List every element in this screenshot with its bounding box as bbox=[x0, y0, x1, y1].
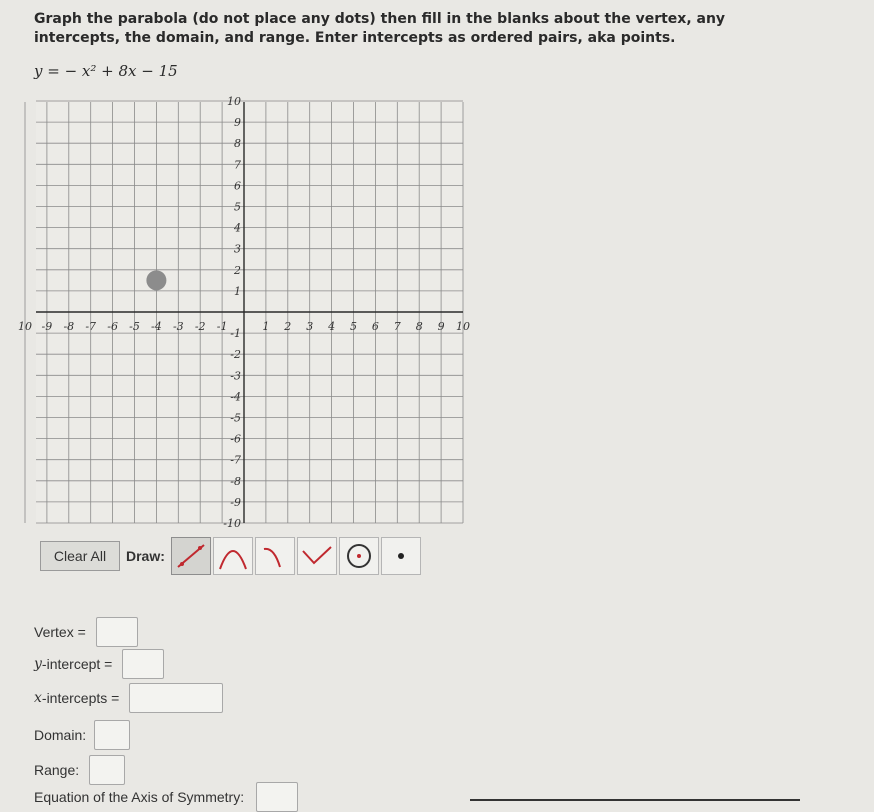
range-input[interactable] bbox=[89, 755, 125, 785]
absolute-value-tool-button[interactable] bbox=[297, 537, 337, 575]
x-tick-label: 7 bbox=[393, 320, 401, 333]
domain-row bbox=[34, 720, 130, 750]
x-tick-label: 6 bbox=[371, 320, 379, 333]
y-tick-label: 10 bbox=[227, 95, 241, 108]
point-tool-button[interactable] bbox=[381, 537, 421, 575]
x-variable: x bbox=[34, 690, 42, 706]
axis-symmetry-input[interactable] bbox=[256, 782, 298, 812]
line-tool-button[interactable] bbox=[171, 537, 211, 575]
y-tick-label: -4 bbox=[230, 390, 241, 404]
y-tick-label: 6 bbox=[234, 179, 241, 193]
x-tick-label: -8 bbox=[63, 320, 75, 333]
x-tick-label: -9 bbox=[41, 320, 53, 333]
y-tick-label: 9 bbox=[234, 116, 241, 130]
y-tick-label: -1 bbox=[230, 327, 241, 341]
y-tick-label: 3 bbox=[234, 242, 241, 256]
y-tick-label: 1 bbox=[234, 284, 241, 298]
y-variable: y bbox=[34, 656, 42, 672]
parabola-up-icon bbox=[216, 541, 250, 571]
draw-label: Draw: bbox=[126, 548, 165, 564]
parabola-tool-button[interactable] bbox=[213, 537, 253, 575]
range-row bbox=[34, 755, 125, 785]
point-icon bbox=[384, 541, 418, 571]
y-tick-label: -9 bbox=[230, 495, 241, 509]
y-tick-label: 2 bbox=[234, 263, 241, 277]
x-tick-label: 10 bbox=[18, 320, 32, 333]
y-intercept-input[interactable] bbox=[122, 649, 164, 679]
half-curve-tool-button[interactable] bbox=[255, 537, 295, 575]
domain-input[interactable] bbox=[94, 720, 130, 750]
x-tick-label: -7 bbox=[85, 320, 97, 333]
x-tick-label: -4 bbox=[151, 320, 162, 333]
draw-toolbar bbox=[40, 537, 423, 575]
y-tick-label: -2 bbox=[230, 348, 241, 362]
vertex-label: Vertex = bbox=[34, 624, 86, 640]
x-tick-label: 10 bbox=[456, 320, 470, 333]
x-tick-label: 1 bbox=[262, 320, 270, 333]
y-tick-label: -6 bbox=[230, 432, 241, 446]
x-tick-label: -1 bbox=[216, 320, 228, 333]
line-tool-icon bbox=[174, 541, 208, 571]
axis-symmetry-row bbox=[34, 782, 298, 812]
x-tick-label: 3 bbox=[306, 320, 314, 333]
x-tick-label: 8 bbox=[415, 320, 423, 333]
placed-point[interactable] bbox=[146, 270, 166, 290]
question-instructions: Graph the parabola (do not place any dots) then fill in the blanks about the vertex, any intercepts, the domain, and range. Enter intercepts as ordered pairs, aka points. bbox=[34, 11, 726, 46]
y-tick-label: 4 bbox=[234, 221, 241, 235]
vertex-input[interactable] bbox=[96, 617, 138, 647]
x-tick-label: -6 bbox=[107, 320, 118, 333]
divider-line bbox=[470, 799, 800, 801]
graph-canvas[interactable] bbox=[0, 90, 480, 530]
half-curve-icon bbox=[258, 541, 292, 571]
y-intercept-row bbox=[34, 649, 164, 679]
range-label: Range: bbox=[34, 762, 80, 778]
x-tick-label: 4 bbox=[328, 320, 336, 333]
x-tick-label: -5 bbox=[129, 320, 140, 333]
y-tick-label: -8 bbox=[230, 474, 241, 488]
x-intercepts-label: -intercepts = bbox=[41, 690, 120, 706]
circle-icon bbox=[342, 541, 376, 571]
clear-all-button[interactable]: Clear All bbox=[40, 541, 120, 571]
x-tick-label: 9 bbox=[437, 320, 445, 333]
circle-tool-button[interactable] bbox=[339, 537, 379, 575]
vertex-row bbox=[34, 617, 138, 647]
x-intercepts-row bbox=[34, 683, 223, 713]
y-intercept-label: -intercept = bbox=[41, 656, 113, 672]
domain-label: Domain: bbox=[34, 727, 87, 743]
y-tick-label: 8 bbox=[234, 137, 241, 151]
x-tick-label: 2 bbox=[284, 320, 292, 333]
x-intercepts-input[interactable] bbox=[129, 683, 223, 713]
y-tick-label: 7 bbox=[234, 158, 241, 172]
x-tick-label: 5 bbox=[350, 320, 357, 333]
question-equation: y = − x² + 8x − 15 bbox=[34, 62, 178, 80]
axis-symmetry-label: Equation of the Axis of Symmetry: bbox=[34, 789, 245, 805]
y-tick-label: -3 bbox=[230, 369, 241, 383]
x-tick-label: -3 bbox=[172, 320, 184, 333]
y-tick-label: -5 bbox=[230, 411, 241, 425]
y-tick-label: -10 bbox=[223, 517, 241, 530]
x-tick-label: -2 bbox=[194, 320, 206, 333]
absolute-value-icon bbox=[300, 541, 334, 571]
y-tick-label: 5 bbox=[234, 200, 241, 214]
y-tick-label: -7 bbox=[230, 453, 241, 467]
